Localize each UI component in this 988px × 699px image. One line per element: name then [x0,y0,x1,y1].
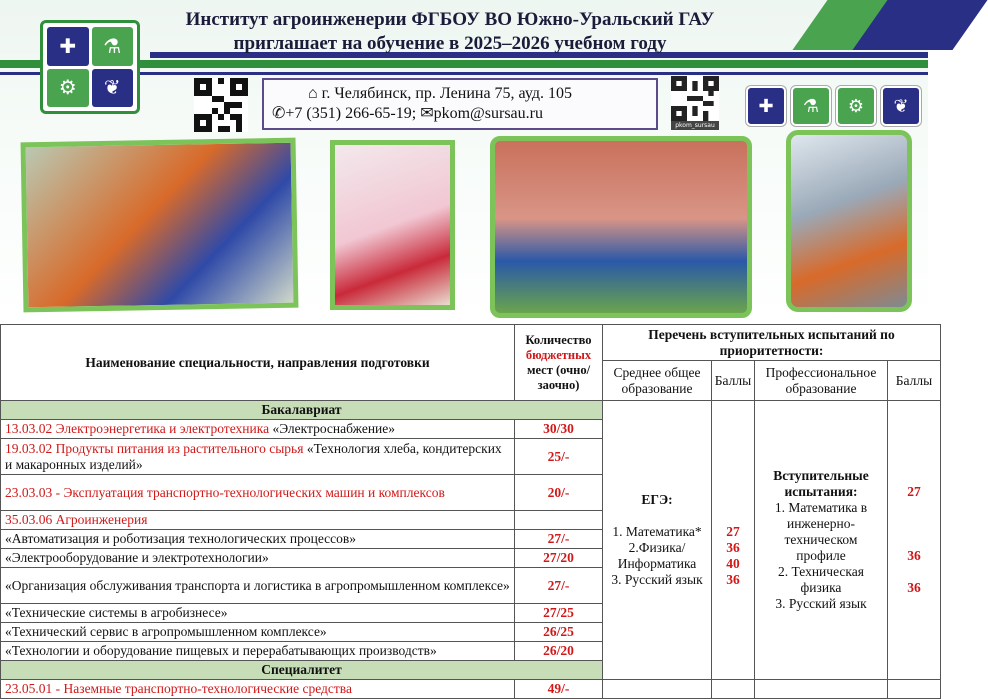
col-places-header: Количество бюджетных мест (очно/заочно) [515,325,603,401]
col-name-header: Наименование специальности, направления подготовки [1,325,515,401]
program-name: 19.03.02 Продукты питания из растительного сырья «Технология хлеба, кондитерских и макаронных изделий» [1,439,515,475]
mail-icon: ✉ [420,105,434,122]
ege-scores-cell: 27 36 40 36 [712,401,755,680]
program-profile: «Технические системы в агробизнесе» [1,604,515,623]
places-count: 49/- [515,680,603,699]
prof-scores-cell: 27 36 36 [888,401,941,680]
leaf-icon: ❦ [92,69,134,108]
program-profile: «Технический сервис в агропромышленном комплексе» [1,623,515,642]
places-count: 27/20 [515,549,603,568]
places-count: 26/20 [515,642,603,661]
faculty-icons [746,86,921,126]
places-count: 27/25 [515,604,603,623]
places-count: 20/- [515,475,603,511]
page-title [150,8,750,56]
program-profile: «Технологии и оборудование пищевых и перерабатывающих производств» [1,642,515,661]
home-icon: ⌂ [308,85,318,102]
tractor-icon[interactable]: ⚙ [836,86,876,126]
photo-graduate-machine [786,130,912,312]
sub-header-scores: Баллы [712,361,755,401]
contact-box [262,78,658,130]
places-count: 30/30 [515,420,603,439]
leaf-icon[interactable]: ❦ [881,86,921,126]
institute-logo [40,20,140,114]
ege-tests-cell: ЕГЭ: 1. Математика* 2.Физика/ Информатика 3. Русский язык [603,401,712,680]
qr-label: pkom_sursau [671,121,719,130]
places-count: 25/- [515,439,603,475]
places-count: 26/25 [515,623,603,642]
medical-cross-icon: ✚ [47,27,89,66]
tests-header: Перечень вступительных испытаний по приоритетности: [603,325,941,361]
header-banner [0,0,928,325]
title-line: Институт агроинженерии ФГБОУ ВО Южно-Уральский ГАУ [185,9,715,30]
title-line: приглашает на обучение в 2025–2026 учебном году [233,33,667,54]
sub-header-general: Среднее общее образование [603,361,712,401]
table-row [1,680,941,699]
places-count [515,511,603,530]
program-profile: «Электрооборудование и электротехнологии» [1,549,515,568]
program-name: 35.03.06 Агроинженерия [1,511,515,530]
sub-header-prof: Профессиональное образование [755,361,888,401]
qr-code-icon[interactable] [671,76,719,121]
medical-cross-icon[interactable]: ✚ [746,86,786,126]
programs-table [0,324,941,699]
program-profile: «Автоматизация и роботизация технологических процессов» [1,530,515,549]
wheat-bottle-icon: ⚗ [92,27,134,66]
email-link[interactable]: pkom@sursau.ru [433,105,543,122]
wheat-bottle-icon[interactable]: ⚗ [791,86,831,126]
phone-text[interactable]: +7 (351) 266-65-19; [285,105,417,122]
tractor-icon: ⚙ [47,69,89,108]
sub-header-scores: Баллы [888,361,941,401]
address-text: г. Челябинск, пр. Ленина 75, ауд. 105 [321,85,572,102]
photo-graduate-harvester [21,138,299,313]
phone-icon: ✆ [272,105,286,122]
section-specialist: Специалитет [1,661,603,680]
photo-graduates-building [490,136,752,318]
program-profile: «Организация обслуживания транспорта и логистика в агропромышленном комплексе» [1,568,515,604]
places-count: 27/- [515,568,603,604]
program-name: 23.03.03 - Эксплуатация транспортно-технологических машин и комплексов [1,475,515,511]
qr-code-icon[interactable] [194,78,248,132]
places-count: 27/- [515,530,603,549]
program-name: 13.03.02 Электроэнергетика и электротехника «Электроснабжение» [1,420,515,439]
photo-lab-student [330,140,455,310]
program-name: 23.05.01 - Наземные транспортно-технологические средства [1,680,515,699]
prof-tests-cell: Вступительные испытания: 1. Математика в инженерно-техническом профиле 2. Техническая физика 3. Русский язык [755,401,888,680]
section-bachelor: Бакалавриат [1,401,603,420]
